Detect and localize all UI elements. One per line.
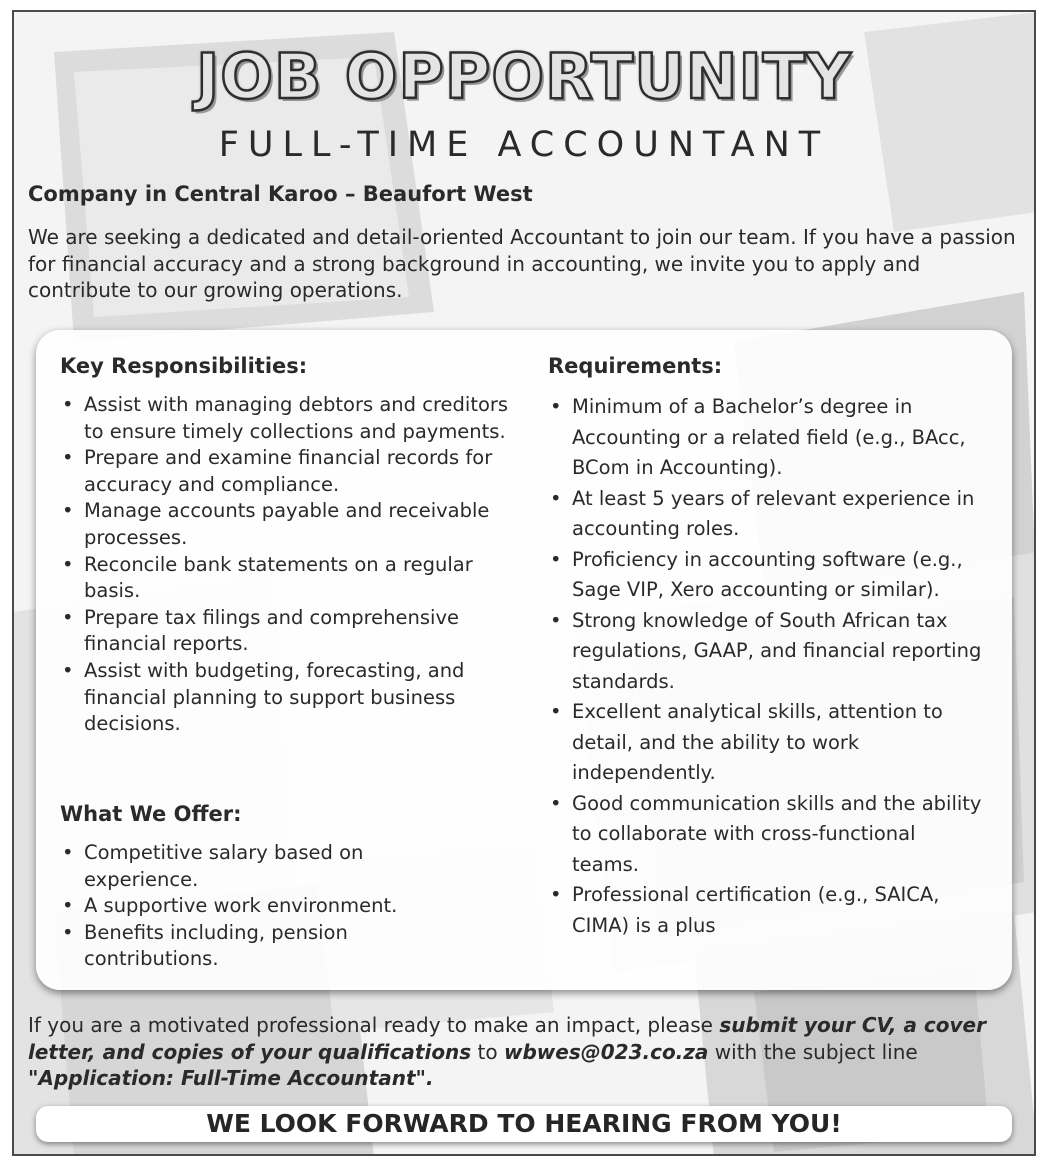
closing-text: to [471, 1039, 504, 1064]
list-item: • Professional certification (e.g., SAICA, CIMA) is a plus [548, 880, 988, 941]
company-location: Company in Central Karoo – Beaufort West [28, 182, 533, 206]
list-item: • Assist with budgeting, forecasting, and financial planning to support business decisions. [60, 658, 530, 738]
headline: JOB OPPORTUNITY [196, 40, 852, 113]
closing-emphasis: submit your CV, a cover letter, and copies of your qualifications [28, 1013, 986, 1064]
responsibilities-list [60, 392, 530, 738]
list-item: • Assist with managing debtors and creditors to ensure timely collections and payments. [60, 392, 530, 445]
subheadline: FULL-TIME ACCOUNTANT [218, 125, 830, 165]
list-item: • Excellent analytical skills, attention to detail, and the ability to work independently. [548, 697, 988, 789]
requirements-list [548, 392, 988, 941]
subject-line: "Application: Full-Time Accountant". [28, 1066, 434, 1090]
closing-paragraph [28, 1012, 1033, 1092]
list-item: • Strong knowledge of South African tax regulations, GAAP, and financial reporting standards. [548, 606, 988, 698]
list-item: • Proficiency in accounting software (e.g., Sage VIP, Xero accounting or similar). [548, 545, 988, 606]
closing-text: with the subject line [708, 1039, 918, 1064]
list-item: • Benefits including, pension contributions. [60, 920, 480, 973]
details-panel [36, 330, 1012, 990]
list-item: • A supportive work environment. [60, 893, 480, 920]
intro-paragraph: We are seeking a dedicated and detail-oriented Accountant to join our team. If you have a passion for financial accuracy and a strong background in accounting, we invite you to apply and contribute to our growing operations. [28, 225, 1016, 302]
list-item: • At least 5 years of relevant experience in accounting roles. [548, 484, 988, 545]
list-item: • Good communication skills and the ability to collaborate with cross-functional teams. [548, 789, 988, 881]
offer-title: What We Offer: [60, 802, 242, 826]
list-item: • Prepare tax filings and comprehensive financial reports. [60, 605, 530, 658]
contact-email[interactable]: wbwes@023.co.za [504, 1039, 709, 1064]
requirements-title: Requirements: [548, 354, 723, 378]
list-item: • Reconcile bank statements on a regular basis. [60, 552, 530, 605]
job-ad-frame [12, 10, 1036, 1156]
footer-banner: WE LOOK FORWARD TO HEARING FROM YOU! [36, 1106, 1012, 1142]
responsibilities-title: Key Responsibilities: [60, 354, 308, 378]
list-item: • Competitive salary based on experience. [60, 840, 480, 893]
list-item: • Minimum of a Bachelor’s degree in Accounting or a related field (e.g., BAcc, BCom in Accounting). [548, 392, 988, 484]
closing-text: If you are a motivated professional ready to make an impact, please [28, 1013, 720, 1037]
offer-list [60, 840, 480, 973]
list-item: • Manage accounts payable and receivable processes. [60, 498, 530, 551]
list-item: • Prepare and examine financial records for accuracy and compliance. [60, 445, 530, 498]
